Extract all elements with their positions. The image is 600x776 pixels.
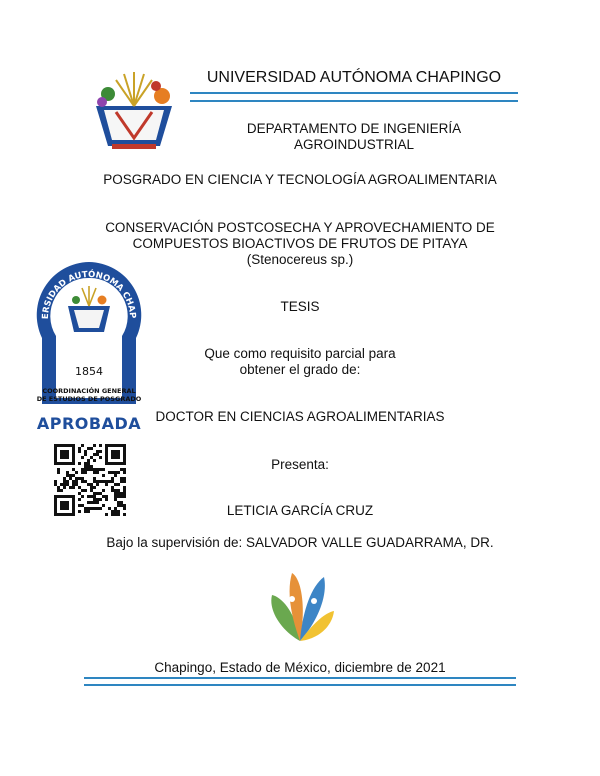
document-type: TESIS (280, 299, 320, 314)
header-rule-bottom (190, 100, 518, 102)
stamp-office-line1: COORDINACIÓN GENERAL (42, 387, 136, 395)
requirement-line2: obtener el grado de: (239, 362, 361, 377)
header-rule-top (190, 92, 518, 94)
place-date: Chapingo, Estado de México, diciembre de 2021 (154, 660, 446, 675)
stamp-status: APROBADA (36, 414, 142, 433)
program-name: POSGRADO EN CIENCIA Y TECNOLOGÍA AGROALIMENTARIA (103, 172, 497, 187)
thesis-title-line3: (Stenocereus sp.) (246, 252, 354, 267)
requirement-line1: Que como requisito parcial para (204, 346, 396, 361)
degree-name: DOCTOR EN CIENCIAS AGROALIMENTARIAS (155, 409, 445, 424)
footer-rule-bottom (84, 684, 516, 686)
university-name: UNIVERSIDAD AUTÓNOMA CHAPINGO (206, 69, 502, 86)
qr-code[interactable] (54, 444, 126, 516)
footer-rule-top (84, 677, 516, 679)
supervision-line: Bajo la supervisión de: SALVADOR VALLE GUADARRAMA, DR. (106, 535, 494, 550)
department-line2: AGROINDUSTRIAL (293, 137, 415, 152)
stamp-office-line2: DE ESTUDIOS DE POSGRADO (36, 395, 142, 403)
author-name: LETICIA GARCÍA CRUZ (226, 503, 374, 518)
approval-stamp (32, 258, 146, 408)
presenta-label: Presenta: (271, 457, 329, 472)
department-line1: DEPARTAMENTO DE INGENIERÍA (246, 121, 462, 136)
thesis-title-line1: CONSERVACIÓN POSTCOSECHA Y APROVECHAMIENTO DE (105, 220, 495, 235)
program-logo (262, 565, 338, 645)
stamp-year: 1854 (75, 365, 103, 378)
stamp-ring-text: ERSIDAD AUTÓNOMA CHAP (40, 269, 138, 320)
thesis-title-line2: COMPUESTOS BIOACTIVOS DE FRUTOS DE PITAYA (132, 236, 468, 251)
university-logo (86, 66, 182, 152)
